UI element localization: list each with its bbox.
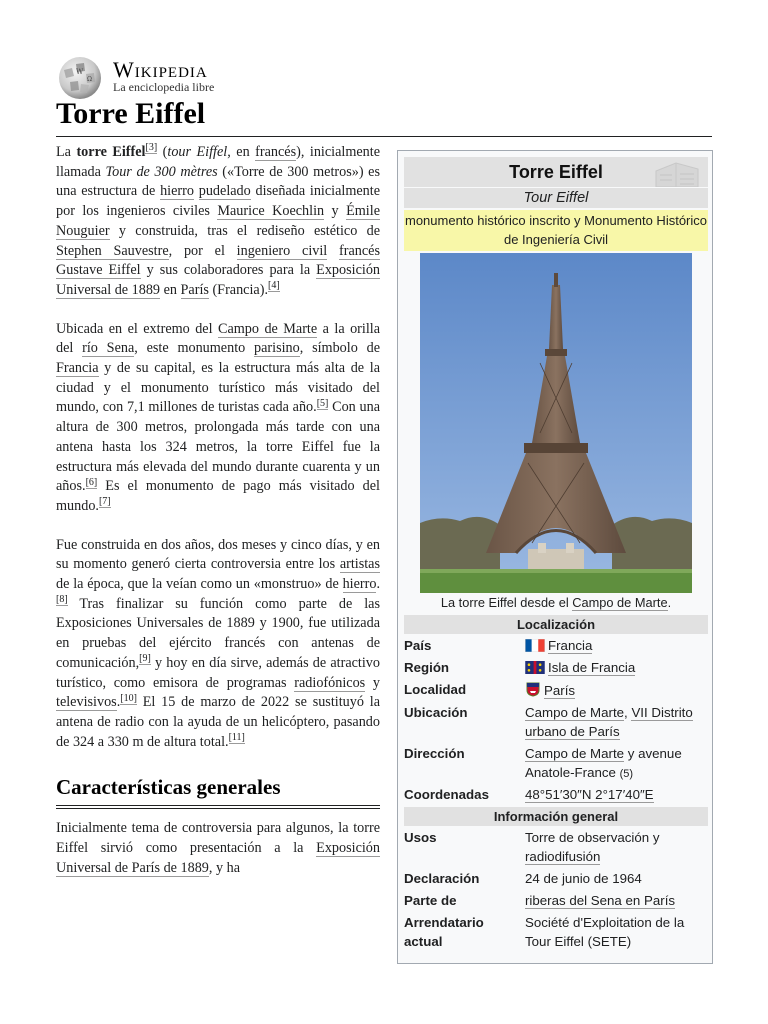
article-link[interactable]: Maurice Koechlin [217, 203, 325, 220]
wikipedia-logo[interactable] [56, 54, 276, 100]
italic-term: Tour de 300 mètres [105, 163, 218, 180]
text: Es el monumento de pago más visitado del mundo. [56, 478, 380, 514]
article-link[interactable]: radiofónicos [294, 674, 366, 691]
eiffel-tower-photo[interactable] [420, 253, 692, 593]
paragraph-characteristics [56, 819, 380, 878]
article-link[interactable]: artistas [339, 556, 380, 573]
caption-text: . [667, 595, 672, 610]
italic-term: tour Eiffel [167, 144, 228, 160]
article-link[interactable]: París [180, 281, 209, 298]
reference-link[interactable]: [6] [85, 476, 98, 488]
text: de la época, que la veían como un «monstruo» de [56, 576, 343, 593]
broadcasting-link[interactable]: radiodifusión [525, 848, 601, 864]
article-link[interactable]: Exposición Universal de 1889 [56, 262, 381, 298]
text: Inicialmente tema de controversia para algunos, la torre Eiffel sirvió como presentación a la [56, 820, 380, 857]
paragraph-intro [56, 143, 380, 301]
row-label: Coordenadas [404, 787, 489, 802]
row-value [525, 637, 708, 656]
row-label: Arrendatario actual [404, 915, 484, 949]
row-value: 24 de junio de 1964 [525, 871, 642, 886]
article-link[interactable]: pudelado [198, 183, 251, 200]
row-label: País [404, 638, 432, 653]
text: diseñada inicialmente por los ingenieros civiles [56, 183, 381, 220]
separator-text: , [624, 705, 632, 720]
article-link[interactable]: Émile Nouguier [56, 203, 380, 239]
text: y construida, tras el rediseño estético de [109, 222, 380, 239]
article-link[interactable]: francés [339, 242, 380, 259]
caption-link[interactable]: Campo de Marte [572, 595, 668, 610]
paragraph-location [56, 320, 380, 517]
text: La [56, 144, 77, 160]
article-link[interactable]: parisino [254, 340, 300, 357]
text: ), inicialmente llamada [56, 144, 380, 180]
address-link[interactable]: Campo de Marte [525, 746, 625, 761]
text: a la orilla del [56, 320, 381, 357]
svg-text:Ω: Ω [87, 76, 92, 83]
infobox-subtitle: Tour Eiffel [404, 188, 708, 208]
svg-text:W: W [76, 68, 84, 76]
row-value [525, 786, 708, 805]
text [327, 243, 339, 259]
text: ( [157, 144, 168, 160]
article-link[interactable]: televisivos [56, 694, 117, 711]
row-label: Usos [404, 830, 437, 845]
article-link[interactable]: Exposición Universal de París de 1889 [56, 840, 380, 876]
row-value [525, 659, 708, 678]
infobox-title-text: Torre Eiffel [509, 162, 603, 182]
row-value [525, 681, 708, 701]
row-value [525, 745, 708, 783]
image-caption [404, 594, 708, 612]
row-value [525, 704, 708, 741]
infobox-title [404, 157, 708, 187]
article-link[interactable]: Gustave Eiffel [56, 262, 141, 279]
address-number: (5) [619, 767, 634, 780]
text: Fue construida en dos años, dos meses y cinco días, y en su momento generó cierta controversia entre los [56, 536, 380, 573]
article-link[interactable]: hierro [160, 183, 194, 200]
article-link[interactable]: francés [255, 144, 297, 160]
text: y hoy en día sirve, además de atractivo turístico, como emisora de programas [56, 654, 380, 691]
text: El 15 de marzo de 2022 se sustituyó la antena de radio con la ayuda de un helicóptero, pasando de 324 a 330 m de altura total. [56, 694, 380, 750]
row-label: Localidad [404, 682, 467, 697]
row-value: Société d'Exploitation de la Tour Eiffel (SETE) [525, 915, 685, 949]
text: , y ha [208, 859, 241, 876]
text: , símbolo de [299, 340, 380, 357]
wikipedia-globe-icon [56, 54, 104, 100]
text: Ubicada en el extremo del [56, 320, 218, 337]
reference-link[interactable]: [10] [120, 692, 137, 704]
paris-coat-of-arms-icon [525, 681, 541, 697]
article-link[interactable]: Stephen Sauvestre [56, 242, 169, 259]
text: . [376, 576, 380, 593]
wikipedia-wordmark: Wikipedia [113, 57, 208, 82]
part-of-link[interactable]: riberas del Sena en París [525, 893, 676, 908]
text: y [365, 674, 381, 691]
text: (Francia). [208, 281, 268, 298]
ile-de-france-flag-icon [525, 661, 545, 674]
reference-link[interactable]: [3] [145, 142, 158, 154]
text: . [116, 694, 121, 711]
paragraph-history [56, 536, 380, 753]
section-heading: Características generales [56, 775, 281, 800]
building-icon [652, 159, 702, 187]
section-localizacion: Localización [404, 615, 708, 634]
article-body [56, 143, 380, 898]
text: , por el [168, 242, 237, 259]
row-label: Declaración [404, 871, 480, 886]
row-label: Parte de [404, 893, 457, 908]
row-label: Región [404, 660, 450, 675]
text: («Torre de 300 metros») es una estructura de [56, 163, 381, 200]
article-link[interactable]: Campo de Marte [218, 320, 318, 337]
text: en [160, 281, 181, 298]
reference-link[interactable]: [8] [56, 594, 68, 606]
address-text: y avenue Anatole-France [525, 746, 682, 780]
article-link[interactable]: hierro [342, 576, 377, 593]
location-link[interactable]: Campo de Marte [525, 705, 625, 720]
reference-link[interactable]: [11] [228, 731, 245, 743]
uses-text: Torre de observación y [525, 830, 660, 845]
text: y de su capital, es la estructura más alta de la ciudad y el monumento turístico más visitado del mundo, con 7,1 millones de turistas cada año. [56, 360, 380, 416]
reference-link[interactable]: [7] [98, 496, 111, 508]
text: , en [227, 144, 256, 160]
row-value [525, 829, 708, 866]
article-link[interactable]: Francia [56, 360, 99, 377]
row-label: Dirección [404, 746, 465, 761]
text: y [324, 203, 347, 220]
section-divider [56, 808, 380, 809]
infobox [397, 150, 713, 964]
text: , este monumento [134, 340, 255, 357]
reference-link[interactable]: [9] [139, 653, 151, 665]
reference-link[interactable]: [4] [268, 280, 280, 292]
article-link[interactable]: ingeniero civil [236, 242, 328, 259]
coordinates-link[interactable]: 48°51′30″N 2°17′40″E [525, 787, 654, 802]
page-title: Torre Eiffel [56, 97, 206, 130]
row-label: Ubicación [404, 705, 468, 720]
region-link[interactable]: Isla de Francia [548, 660, 636, 675]
row-value [525, 892, 708, 911]
france-flag-icon [525, 639, 545, 652]
bold-term: torre Eiffel [76, 144, 146, 160]
text: Tras finalizar su función como parte de las Exposiciones Universales de 1889 y 1900, fue utilizada en pruebas del ejército francés con antenas de comunicación, [56, 595, 380, 671]
article-link[interactable]: río Sena [82, 340, 135, 357]
caption-text: La torre Eiffel desde el [440, 595, 573, 610]
title-divider [56, 136, 712, 137]
text: y sus colaboradores para la [140, 262, 317, 279]
country-link[interactable]: Francia [548, 638, 593, 653]
section-divider [56, 805, 380, 806]
infobox-heritage-type: monumento histórico inscrito y Monumento Histórico de Ingeniería Civil [404, 210, 708, 251]
reference-link[interactable]: [5] [316, 397, 329, 409]
wikipedia-tagline: La enciclopedia libre [113, 80, 215, 94]
section-informacion-general: Información general [404, 807, 708, 826]
text: Con una altura de 300 metros, prolongada más tarde con una antena hasta los 324 metros, la torre Eiffel fue la estructura más elevada del mundo durante cuarenta y un años. [56, 399, 380, 495]
district-link[interactable]: VII Distrito urbano de París [525, 705, 693, 739]
locality-link[interactable]: París [544, 683, 576, 698]
